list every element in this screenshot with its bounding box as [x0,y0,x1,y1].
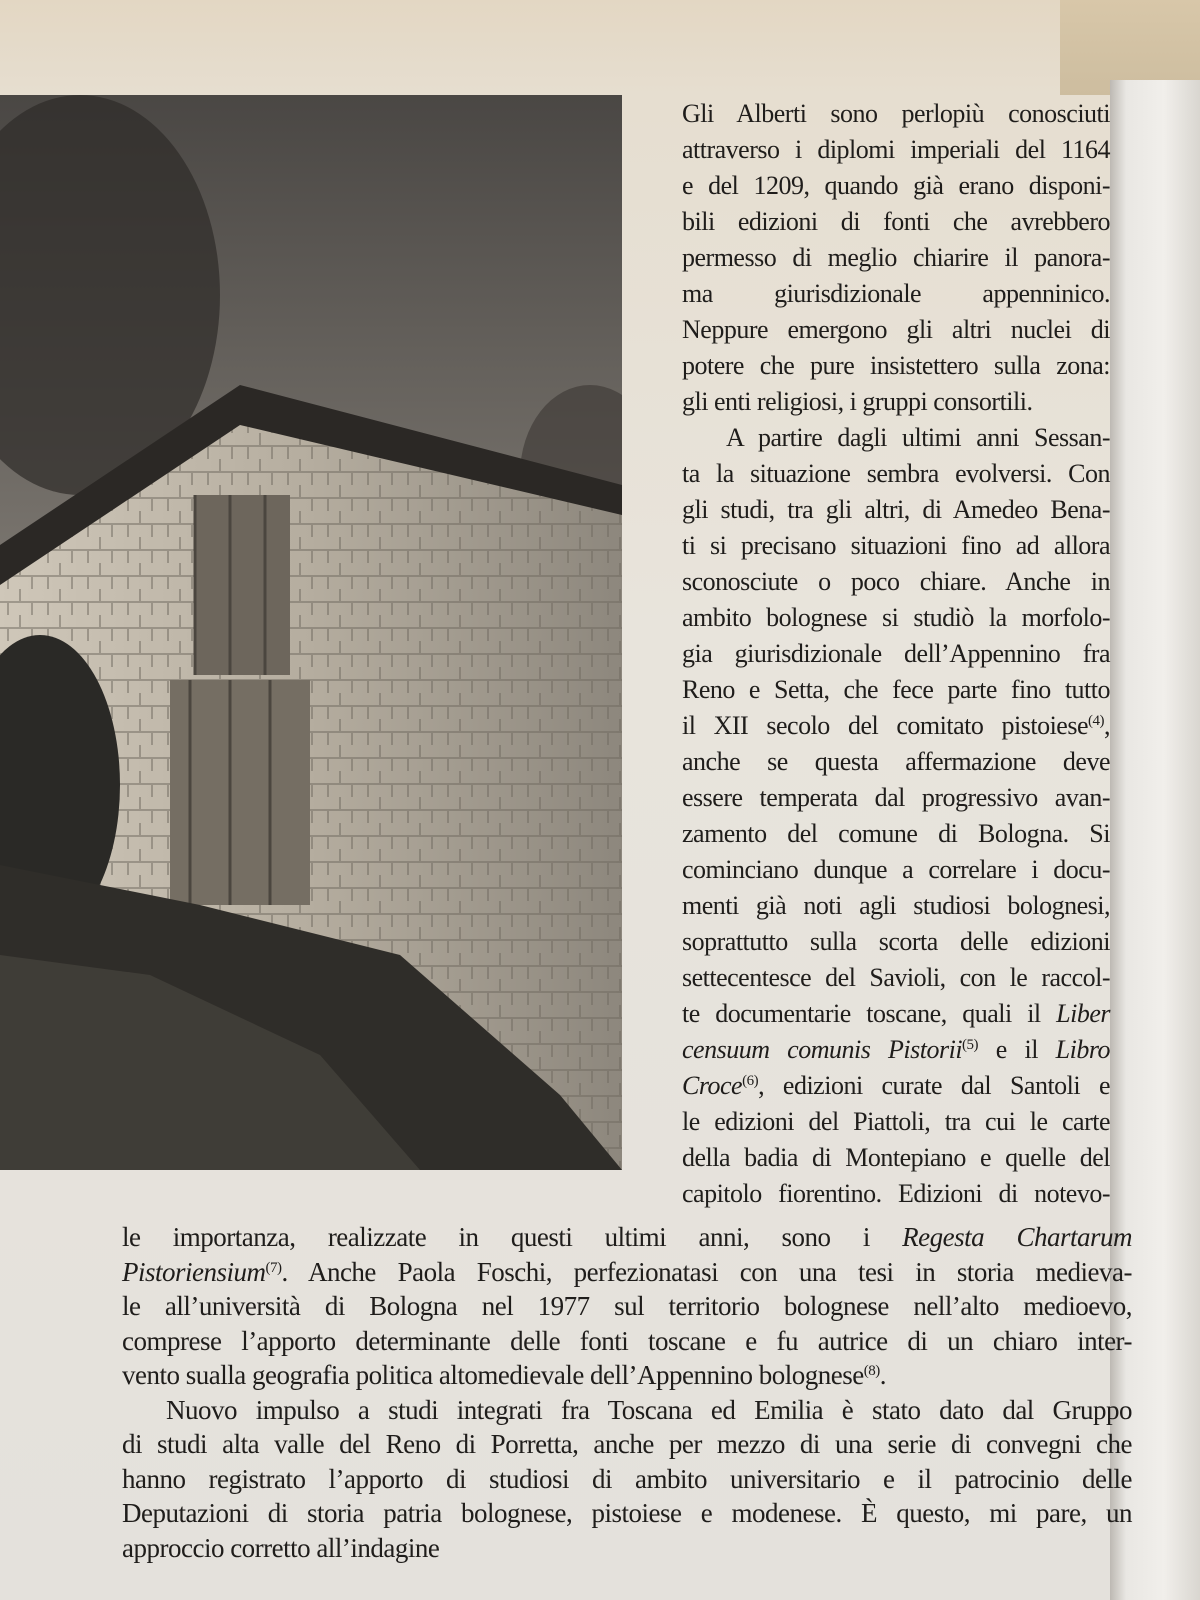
line-text: gia giurisdizionale dell’Appennino fra [682,639,1110,668]
text-line [682,672,1110,708]
text-line [682,420,1110,456]
line-text: permesso di meglio chiarire il panora- [682,243,1110,272]
line-text: Deputazioni di storia patria bolognese, pistoiese e modenese. È questo, mi pare, un [122,1498,1132,1528]
line-text: sconosciute o poco chiare. Anche in [682,567,1110,596]
text-line [682,852,1110,888]
line-text: anche se questa affermazione deve [682,747,1110,776]
line-text: . Anche Paola Foschi, perfezionatasi con una tesi in storia medieva- [281,1256,1132,1287]
line-text: vento sualla geografia politica altomedievale dell’Appennino bolognese [122,1360,864,1390]
bottom-text-block [122,1220,1132,1565]
line-text: le edizioni del Piattoli, tra cui le carte [682,1107,1110,1136]
italic-text: censuum comunis Pistorii [682,1035,963,1064]
barn-photograph [0,95,622,1170]
text-line [682,1104,1110,1140]
line-text: ta la situazione sembra evolversi. Con [682,459,1110,488]
line-text: Reno e Setta, che fece parte fino tutto [682,675,1110,704]
line-text: gli studi, tra gli altri, di Amedeo Bena- [682,495,1110,524]
text-line [682,708,1110,744]
line-text: potere che pure insistettero sulla zona: [682,351,1110,380]
text-line [682,240,1110,276]
line-text: . [879,1360,886,1390]
text-line [682,600,1110,636]
text-line [682,816,1110,852]
footnote-ref: (6) [742,1073,759,1089]
right-text-column [682,96,1110,1212]
text-line [682,924,1110,960]
line-text: Nuovo impulso a studi integrati fra Toscana ed Emilia è stato dato dal Gruppo [166,1394,1132,1425]
line-text: cominciano dunque a correlare i docu- [682,855,1110,884]
line-text: settecentesce del Savioli, con le raccol- [682,963,1110,992]
text-line [122,1427,1132,1462]
line-text: soprattutto sulla scorta delle edizioni [682,927,1110,956]
line-text: menti già noti agli studiosi bolognesi, [682,891,1110,920]
text-line [122,1496,1132,1531]
text-line [682,1032,1110,1068]
text-line [682,888,1110,924]
line-text: te documentarie toscane, quali il [682,999,1057,1028]
text-line [682,960,1110,996]
text-line [682,312,1110,348]
line-text: Neppure emergono gli altri nuclei di [682,315,1110,344]
footnote-ref: (5) [962,1037,979,1053]
text-line [682,492,1110,528]
line-text: Gli Alberti sono perlopiù conosciuti [682,99,1110,128]
line-text: ma giurisdizionale appenninico. [682,279,1110,308]
text-line [122,1462,1132,1497]
footnote-ref: (4) [1088,713,1104,729]
line-text: A partire dagli ultimi anni Sessan- [726,423,1110,452]
line-text: , [1104,711,1110,740]
text-line [682,528,1110,564]
line-text: ti si precisano situazioni fino ad allora [682,531,1110,560]
line-text: bili edizioni di fonti che avrebbero [682,207,1110,236]
italic-text: Liber [1056,999,1110,1028]
line-text: le importanza, realizzate in questi ultimi anni, sono i [122,1222,903,1252]
line-text: attraverso i diplomi imperiali del 1164 [682,135,1110,164]
line-text: e del 1209, quando già erano disponi- [682,171,1110,200]
line-text: della badia di Montepiano e quelle del [682,1143,1110,1172]
footnote-ref: (7) [265,1259,282,1276]
text-line [122,1255,1132,1290]
line-text: il XII secolo del comitato pistoiese [682,711,1088,740]
text-line [122,1220,1132,1255]
line-text: gli enti religiosi, i gruppi consortili. [682,387,1033,416]
footnote-ref: (8) [863,1363,880,1379]
text-line [682,1068,1110,1104]
text-line [682,168,1110,204]
text-line [682,204,1110,240]
text-line [682,276,1110,312]
italic-text: Libro [1055,1035,1110,1064]
text-line [682,996,1110,1032]
italic-text: Croce [682,1071,743,1100]
text-line [122,1393,1132,1428]
text-line [682,780,1110,816]
line-text: e il [978,1035,1056,1064]
line-text: essere temperata dal progressivo avan- [682,783,1110,812]
text-line [682,636,1110,672]
text-line [682,384,1110,420]
line-text: , edizioni curate dal Santoli e [758,1071,1110,1100]
text-line [682,564,1110,600]
text-line [122,1289,1132,1324]
text-line [122,1531,1132,1566]
line-text: di studi alta valle del Reno di Porretta, anche per mezzo di una serie di convegni che [122,1429,1132,1459]
italic-text: Regesta Chartarum [902,1222,1132,1252]
text-line [682,1140,1110,1176]
italic-text: Pistoriensium [122,1256,266,1287]
text-line [682,96,1110,132]
line-text: capitolo fiorentino. Edizioni di notevo- [682,1179,1110,1208]
text-line [682,456,1110,492]
text-line [122,1358,1132,1393]
text-line [122,1324,1132,1359]
line-text: comprese l’apporto determinante delle fonti toscane e fu autrice di un chiaro inter- [122,1325,1132,1356]
line-text: hanno registrato l’apporto di studiosi di ambito universitario e il patrocinio delle [122,1463,1132,1494]
text-line [682,1176,1110,1212]
line-text: ambito bolognese si studiò la morfolo- [682,603,1110,632]
text-line [682,744,1110,780]
text-line [682,348,1110,384]
line-text: zamento del comune di Bologna. Si [682,819,1110,848]
text-line [682,132,1110,168]
line-text: le all’università di Bologna nel 1977 sul territorio bolognese nell’alto medioevo, [122,1291,1132,1321]
line-text: approccio corretto all’indagine [122,1532,440,1563]
